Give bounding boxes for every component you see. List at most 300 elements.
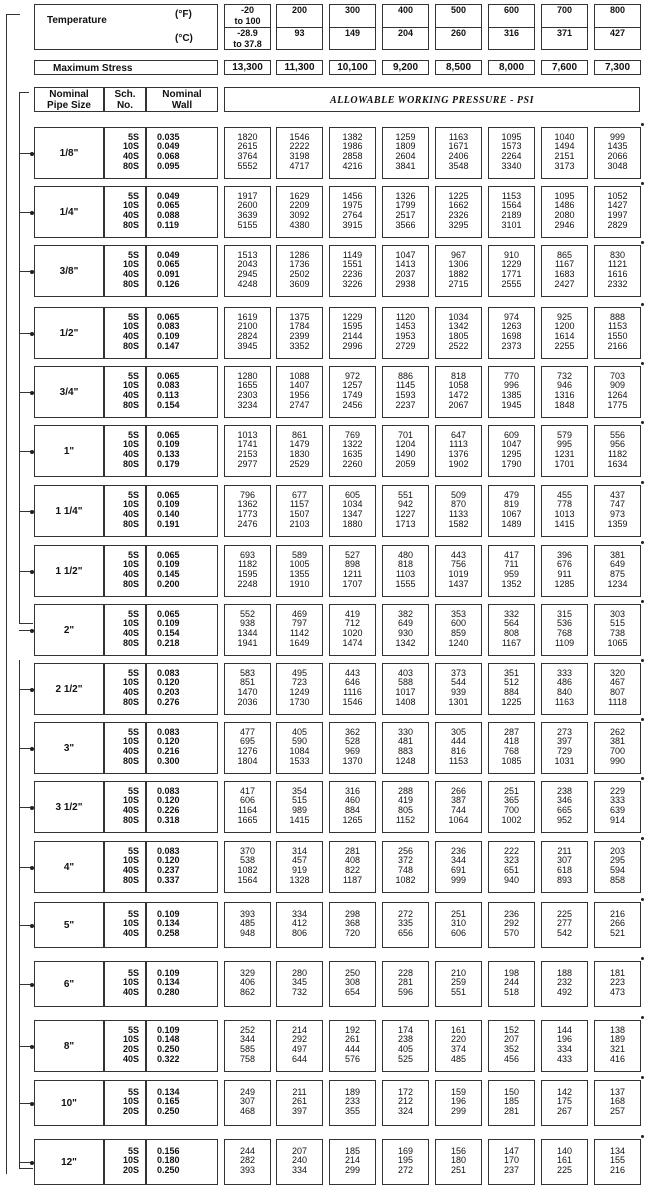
pressure-cell: [488, 127, 535, 179]
wall-thickness: 0.148: [157, 1034, 180, 1045]
pressure-value: 396: [556, 549, 573, 560]
pressure-value: 2100: [237, 321, 258, 332]
pipe-size: 10": [34, 1080, 104, 1126]
pressure-cell: [224, 425, 271, 477]
pressure-value: 333: [556, 667, 573, 678]
wall-cell: [146, 841, 218, 893]
wall-thickness: 0.120: [157, 795, 180, 806]
schedule-number: 5S: [127, 370, 139, 381]
wall-thickness: 0.140: [157, 508, 180, 519]
pressure-cell: [224, 366, 271, 418]
pressure-cell: [224, 841, 271, 893]
pressure-value: 1882: [448, 268, 469, 279]
pressure-value: 1163: [554, 696, 575, 707]
pressure-value: 320: [609, 667, 626, 678]
connector-dot: [30, 806, 34, 810]
pressure-value: 1095: [554, 190, 575, 201]
pressure-value: 1649: [289, 637, 310, 648]
schedule-number: 40S: [122, 627, 139, 638]
pressure-value: 1614: [554, 330, 575, 341]
pressure-value: 807: [609, 686, 626, 697]
pressure-value: 3295: [448, 219, 469, 230]
pressure-value: 1701: [554, 458, 575, 469]
pressure-value: 606: [239, 795, 256, 806]
pressure-value: 805: [397, 804, 414, 815]
connector-dot: [30, 450, 34, 454]
pressure-value: 861: [291, 429, 308, 440]
pressure-value: 161: [556, 1155, 573, 1166]
pressure-value: 2248: [237, 578, 258, 589]
wall-thickness: 0.109: [157, 1024, 180, 1035]
wall-thickness: 0.083: [157, 785, 180, 796]
pressure-cell: [382, 245, 429, 297]
pressure-cell: [488, 186, 535, 238]
pressure-cell: [435, 781, 482, 833]
temp-fahrenheit: 200: [277, 5, 322, 28]
pressure-value: 1225: [501, 696, 522, 707]
pressure-cell: [488, 781, 535, 833]
temp-fahrenheit: 800: [595, 5, 640, 28]
wall-thickness: 0.088: [157, 209, 180, 220]
pressure-value: 521: [609, 927, 626, 938]
pressure-value: 238: [397, 1034, 414, 1045]
pressure-cell: [435, 127, 482, 179]
pressure-value: 732: [291, 986, 308, 997]
pressure-value: 419: [397, 795, 414, 806]
pressure-cell: [488, 663, 535, 715]
pressure-cell: [594, 961, 641, 1007]
pressure-cell: [488, 307, 535, 359]
row-marker-dot: [641, 777, 644, 780]
pressure-value: 618: [556, 864, 573, 875]
max-stress-value: 11,300: [276, 60, 323, 75]
temp-celsius: 149: [344, 28, 361, 38]
pressure-value: 2373: [501, 340, 522, 351]
temp-celsius: 260: [450, 28, 467, 38]
pressure-value: 456: [503, 1053, 520, 1064]
unit-fahrenheit: (°F): [175, 9, 192, 20]
pressure-value: 515: [609, 618, 626, 629]
schedule-number: 40S: [122, 330, 139, 341]
schedule-number: 80S: [122, 518, 139, 529]
pipe-size: 8": [34, 1020, 104, 1072]
pressure-cell: [541, 127, 588, 179]
pressure-value: 144: [556, 1024, 573, 1035]
connector-dot: [30, 332, 34, 336]
pressure-value: 2715: [448, 278, 469, 289]
pressure-cell: [541, 1020, 588, 1072]
pressure-value: 334: [556, 1043, 573, 1054]
pressure-value: 2399: [289, 330, 310, 341]
pressure-value: 651: [503, 864, 520, 875]
pressure-cell: [488, 1020, 535, 1072]
max-stress-value: 8,000: [488, 60, 535, 75]
pressure-value: 406: [239, 977, 256, 988]
pressure-value: 744: [450, 804, 467, 815]
pressure-value: 2604: [395, 150, 416, 161]
pressure-cell: [435, 1139, 482, 1185]
row-marker-dot: [641, 481, 644, 484]
schedule-number: 20S: [122, 1105, 139, 1116]
pressure-cell: [382, 781, 429, 833]
pressure-cell: [488, 722, 535, 774]
pressure-value: 3234: [237, 399, 258, 410]
schedule-number: 5S: [127, 131, 139, 142]
pressure-value: 729: [556, 745, 573, 756]
pressure-value: 2938: [395, 278, 416, 289]
pressure-value: 232: [556, 977, 573, 988]
schedule-cell: [104, 425, 146, 477]
wall-thickness: 0.095: [157, 160, 180, 171]
pipe-size: 1": [34, 425, 104, 477]
schedule-cell: [104, 961, 146, 1007]
pressure-value: 185: [344, 1145, 361, 1156]
pressure-value: 1259: [395, 131, 416, 142]
schedule-cell: [104, 663, 146, 715]
pressure-cell: [594, 425, 641, 477]
pressure-value: 806: [291, 927, 308, 938]
pressure-value: 590: [291, 736, 308, 747]
pressure-value: 1848: [554, 399, 575, 410]
pressure-value: 1616: [607, 268, 628, 279]
pressure-value: 1286: [289, 249, 310, 260]
pressure-value: 2517: [395, 209, 416, 220]
pressure-cell: [382, 841, 429, 893]
pressure-value: 211: [557, 845, 572, 856]
row-marker-dot: [641, 1076, 644, 1079]
pressure-value: 1830: [289, 448, 310, 459]
wall-cell: [146, 1020, 218, 1072]
wall-thickness: 0.083: [157, 726, 180, 737]
pressure-value: 3340: [501, 160, 522, 171]
pressure-value: 344: [239, 1034, 256, 1045]
pressure-value: 583: [239, 667, 256, 678]
pressure-value: 585: [239, 1043, 256, 1054]
pressure-cell: [541, 1080, 588, 1126]
pressure-value: 1513: [237, 249, 258, 260]
pressure-value: 292: [291, 1034, 308, 1045]
pressure-value: 1084: [289, 745, 310, 756]
pressure-value: 495: [291, 667, 308, 678]
pressure-value: 1225: [448, 190, 469, 201]
pressure-value: 999: [609, 131, 626, 142]
pressure-value: 556: [609, 429, 626, 440]
pressure-value: 703: [609, 370, 626, 381]
pressure-cell: [541, 245, 588, 297]
pressure-value: 914: [609, 814, 626, 825]
pressure-value: 1489: [501, 518, 522, 529]
schedule-number: 5S: [127, 967, 139, 978]
pressure-value: 2222: [289, 141, 310, 152]
pressure-value: 509: [450, 489, 467, 500]
pressure-value: 1200: [554, 321, 575, 332]
pressure-value: 1486: [554, 200, 575, 211]
pressure-value: 1088: [289, 370, 310, 381]
pressure-value: 588: [397, 677, 414, 688]
pressure-value: 1490: [395, 448, 416, 459]
pressure-cell: [382, 1080, 429, 1126]
pipe-size: 6": [34, 961, 104, 1007]
pressure-value: 152: [503, 1024, 520, 1035]
connector-dot: [30, 1102, 34, 1106]
schedule-number: 40S: [122, 568, 139, 579]
pressure-cell: [329, 485, 376, 537]
pressure-value: 1917: [237, 190, 258, 201]
pressure-value: 1902: [448, 458, 469, 469]
wall-thickness: 0.154: [157, 399, 180, 410]
pressure-value: 1067: [501, 508, 522, 519]
wall-cell: [146, 425, 218, 477]
pressure-value: 1707: [342, 578, 363, 589]
pressure-value: 460: [344, 795, 361, 806]
pressure-cell: [541, 961, 588, 1007]
pressure-value: 2332: [607, 278, 628, 289]
col-header-sch-label: Sch. No.: [114, 89, 136, 111]
pressure-cell: [382, 545, 429, 597]
pressure-value: 251: [450, 908, 467, 919]
pressure-value: 2264: [501, 150, 522, 161]
pressure-value: 2151: [554, 150, 575, 161]
schedule-number: 5S: [127, 429, 139, 440]
schedule-number: 40S: [122, 745, 139, 756]
pressure-value: 1047: [395, 249, 416, 260]
pressure-value: 756: [450, 559, 467, 570]
pressure-cell: [435, 663, 482, 715]
pressure-value: 249: [239, 1086, 256, 1097]
pressure-cell: [488, 841, 535, 893]
wall-cell: [146, 245, 218, 297]
schedule-number: 5S: [127, 190, 139, 201]
pressure-cell: [435, 186, 482, 238]
pressure-value: 216: [609, 908, 626, 919]
pressure-value: 1064: [448, 814, 469, 825]
pressure-cell: [594, 127, 641, 179]
pressure-value: 1109: [554, 637, 575, 648]
pressure-value: 911: [557, 568, 572, 579]
pressure-value: 444: [450, 736, 467, 747]
pressure-value: 552: [239, 608, 256, 619]
wall-thickness: 0.145: [157, 568, 180, 579]
wall-thickness: 0.250: [157, 1164, 180, 1175]
pressure-value: 1507: [289, 508, 310, 519]
pressure-value: 2600: [237, 200, 258, 211]
pressure-value: 220: [450, 1034, 467, 1045]
pressure-value: 693: [239, 549, 256, 560]
pressure-cell: [488, 902, 535, 948]
pressure-cell: [382, 485, 429, 537]
pressure-value: 711: [504, 559, 519, 570]
pressure-value: 180: [450, 1155, 467, 1166]
pressure-value: 175: [556, 1096, 573, 1107]
pressure-value: 939: [450, 686, 467, 697]
pressure-cell: [541, 485, 588, 537]
schedule-number: 80S: [122, 578, 139, 589]
pressure-value: 443: [344, 667, 361, 678]
schedule-number: 80S: [122, 814, 139, 825]
pressure-value: 654: [344, 986, 361, 997]
pressure-value: 2153: [237, 448, 258, 459]
pressure-cell: [382, 722, 429, 774]
pressure-cell: [224, 1080, 271, 1126]
pressure-value: 1121: [607, 259, 628, 270]
pressure-value: 748: [397, 864, 414, 875]
pressure-value: 188: [556, 967, 573, 978]
pressure-value: 1265: [342, 814, 363, 825]
pressure-cell: [541, 425, 588, 477]
wall-thickness: 0.068: [157, 150, 180, 161]
pressure-value: 233: [344, 1096, 361, 1107]
temp-celsius: 204: [397, 28, 414, 38]
wall-thickness: 0.065: [157, 370, 180, 381]
pressure-value: 281: [503, 1105, 520, 1116]
max-stress-label: Maximum Stress: [53, 63, 133, 74]
pressure-value: 2502: [289, 268, 310, 279]
wall-thickness: 0.065: [157, 311, 180, 322]
pressure-value: 203: [609, 845, 626, 856]
pressure-cell: [329, 841, 376, 893]
pressure-value: 251: [450, 1164, 467, 1175]
pressure-value: 477: [239, 726, 256, 737]
temp-fahrenheit: -20 to 100: [225, 5, 270, 28]
pressure-value: 594: [609, 864, 626, 875]
temp-celsius: 371: [556, 28, 573, 38]
pressure-cell: [594, 902, 641, 948]
pressure-value: 335: [397, 918, 414, 929]
wall-thickness: 0.258: [157, 927, 180, 938]
pressure-value: 266: [609, 918, 626, 929]
pressure-cell: [541, 366, 588, 418]
pressure-value: 444: [344, 1043, 361, 1054]
pressure-value: 370: [239, 845, 256, 856]
pressure-cell: [224, 604, 271, 656]
pressure-value: 1910: [289, 578, 310, 589]
pressure-cell: [276, 781, 323, 833]
pressure-value: 1413: [395, 259, 416, 270]
schedule-number: 10S: [122, 559, 139, 570]
schedule-number: 5S: [127, 1024, 139, 1035]
pressure-value: 251: [503, 785, 520, 796]
wall-thickness: 0.065: [157, 259, 180, 270]
pressure-value: 2066: [607, 150, 628, 161]
schedule-cell: [104, 366, 146, 418]
pressure-value: 416: [609, 1053, 626, 1064]
pressure-value: 1355: [289, 568, 310, 579]
wall-cell: [146, 307, 218, 359]
pressure-cell: [594, 722, 641, 774]
pressure-value: 1665: [237, 814, 258, 825]
pressure-value: 257: [609, 1105, 626, 1116]
pressure-value: 1683: [554, 268, 575, 279]
wall-thickness: 0.091: [157, 268, 180, 279]
pressure-value: 355: [344, 1105, 361, 1116]
pressure-value: 1344: [237, 627, 258, 638]
pressure-value: 1082: [395, 874, 416, 885]
schedule-number: 5S: [127, 845, 139, 856]
row-marker-dot: [641, 182, 644, 185]
pressure-value: 818: [397, 559, 414, 570]
pressure-value: 1407: [289, 380, 310, 391]
pressure-value: 1002: [501, 814, 522, 825]
pressure-value: 216: [609, 1164, 626, 1175]
pressure-value: 1227: [395, 508, 416, 519]
pressure-value: 1167: [554, 259, 575, 270]
pressure-value: 2977: [237, 458, 258, 469]
pressure-cell: [224, 545, 271, 597]
pressure-value: 840: [556, 686, 573, 697]
pressure-value: 2059: [395, 458, 416, 469]
pressure-value: 1474: [342, 637, 363, 648]
pressure-value: 956: [609, 439, 626, 450]
pressure-cell: [382, 307, 429, 359]
pressure-value: 551: [397, 489, 414, 500]
pressure-value: 1564: [501, 200, 522, 211]
wall-thickness: 0.119: [157, 219, 180, 230]
pressure-cell: [329, 545, 376, 597]
pressure-value: 261: [344, 1034, 361, 1045]
pressure-value: 525: [397, 1053, 414, 1064]
pressure-cell: [488, 1080, 535, 1126]
pressure-value: 1118: [608, 696, 627, 707]
pressure-value: 1182: [607, 448, 628, 459]
pressure-value: 492: [556, 986, 573, 997]
pressure-value: 1034: [448, 311, 469, 322]
pressure-value: 1316: [554, 389, 575, 400]
schedule-number: 10S: [122, 1096, 139, 1107]
pressure-value: 236: [450, 845, 467, 856]
pressure-value: 374: [450, 1043, 467, 1054]
pressure-value: 236: [503, 908, 520, 919]
pressure-value: 1494: [554, 141, 575, 152]
wall-thickness: 0.216: [157, 745, 180, 756]
pressure-cell: [541, 545, 588, 597]
pressure-cell: [488, 485, 535, 537]
temp-celsius: 93: [294, 28, 305, 38]
pressure-cell: [488, 245, 535, 297]
connector-dot: [30, 983, 34, 987]
wall-thickness: 0.049: [157, 249, 180, 260]
pressure-value: 2829: [607, 219, 628, 230]
wall-thickness: 0.109: [157, 499, 180, 510]
pipe-size: 1/2": [34, 307, 104, 359]
schedule-number: 10S: [122, 677, 139, 688]
wall-cell: [146, 663, 218, 715]
pressure-value: 174: [397, 1024, 414, 1035]
pressure-value: 1263: [501, 321, 522, 332]
pressure-value: 3352: [289, 340, 310, 351]
wall-cell: [146, 1080, 218, 1126]
pressure-value: 1133: [448, 508, 469, 519]
pressure-value: 250: [344, 967, 361, 978]
pressure-value: 1655: [237, 380, 258, 391]
pressure-value: 225: [556, 908, 573, 919]
pressure-value: 649: [397, 618, 414, 629]
pressure-cell: [594, 1139, 641, 1185]
pressure-value: 1593: [395, 389, 416, 400]
pressure-cell: [276, 366, 323, 418]
schedule-number: 10S: [122, 736, 139, 747]
pressure-value: 210: [450, 967, 467, 978]
schedule-cell: [104, 245, 146, 297]
pressure-cell: [594, 604, 641, 656]
pipe-size: 2": [34, 604, 104, 656]
pressure-value: 372: [397, 855, 414, 866]
pressure-value: 989: [291, 804, 308, 815]
pressure-value: 883: [397, 745, 414, 756]
pressure-value: 797: [291, 618, 308, 629]
temp-celsius: 316: [503, 28, 520, 38]
pressure-cell: [224, 781, 271, 833]
schedule-number: 10S: [122, 918, 139, 929]
